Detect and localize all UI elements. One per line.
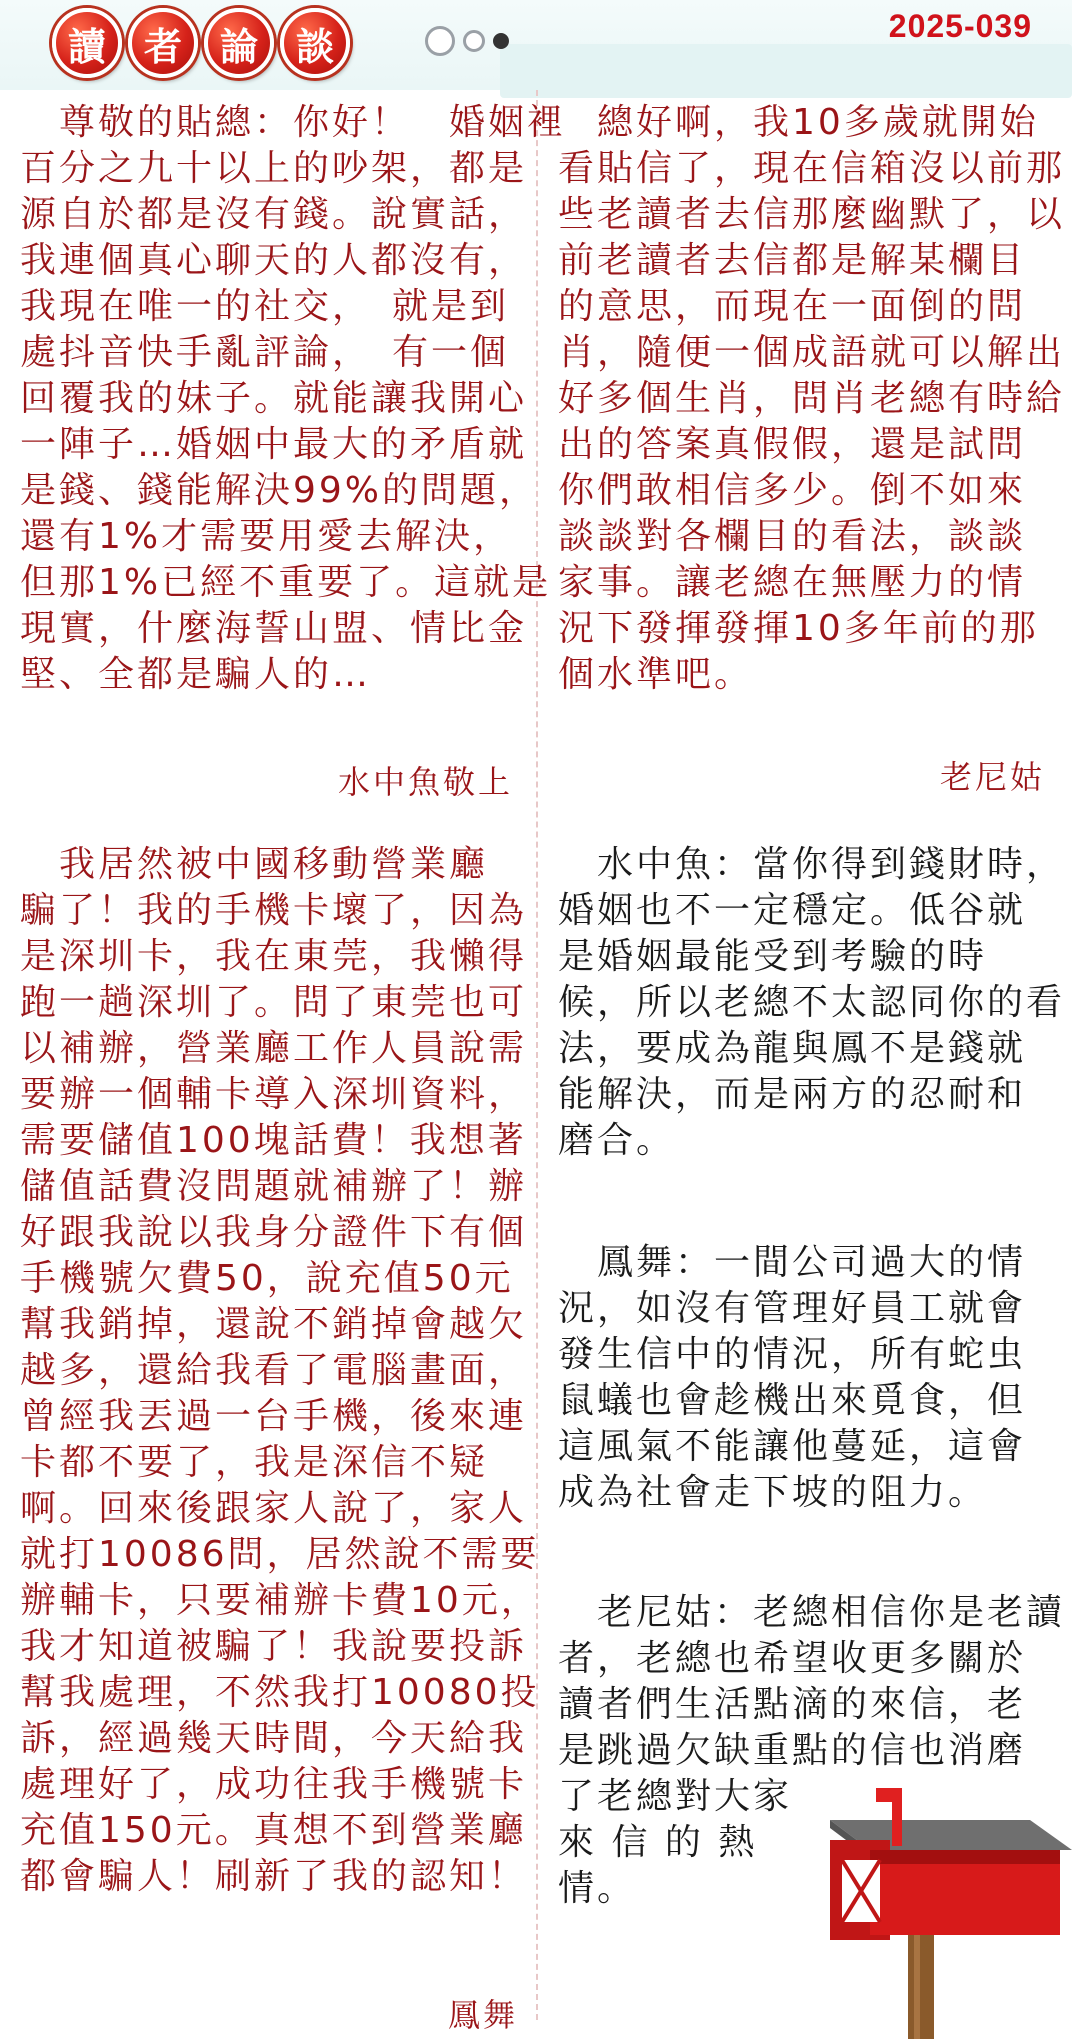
column-title: [52, 8, 350, 78]
dot-large: [425, 26, 455, 56]
dot-medium: [463, 30, 485, 52]
letter-first-body: 尊敬的貼總：你好！ 婚姻裡 百分之九十以上的吵架，都是 源自於都是沒有錢。說實話， 我連個真心聊天的人都沒有， 我現在唯一的社交， 就是到 處抖音快手亂評論， 有一個 回覆我的妹子。就能讓我開心 一陣子…婚姻中最大的矛盾就 是錢、錢能解決99%的問題， 還有1%才需要用愛去解決， 但那1%已經不重要了。這就是 現實，什麼海誓山盟、情比金 堅、全都是騙人的…: [20, 102, 567, 695]
reply-to-second: 鳳舞：一間公司過大的情 況，如沒有管理好員工就會 發生信中的情況，所有蛇虫 鼠蟻也會趁機出來覓食，但 這風氣不能讓他蔓延，這會 成為社會走下坡的阻力。: [558, 1242, 1027, 1513]
letter-third-body: 總好啊，我10多歲就開始 看貼信了，現在信箱沒以前那 些老讀者去信那麼幽默了，以 前老讀者去信都是解某欄目 的意思，而現在一面倒的問 肖，隨便一個成語就可以解出 好多個生肖，問肖老總有時給 出的答案真假假，還是試問 你們敢相信多少。倒不如來 談談對各欄目的看法，談談 家事。讓老總在無壓力的情 況下發揮發揮10多年前的那 個水準吧。: [558, 102, 1066, 695]
letter-second-signature: 鳳舞: [448, 1996, 519, 2034]
letter-first-signature: 水中魚敬上: [338, 763, 514, 801]
dot-small: [493, 33, 509, 49]
title-char-badge: 談: [280, 8, 350, 78]
letter-second-body: 我居然被中國移動營業廳 騙了！我的手機卡壞了，因為 是深圳卡，我在東莞，我懶得 跑一趟深圳了。問了東莞也可 以補辦，營業廳工作人員說需 要辦一個輔卡導入深圳資料， 需要儲值100塊話費！我想著 儲值話費沒問題就補辦了！辦 好跟我說以我身分證件下有個 手機號欠費50，說充值50元 幫我銷掉，還說不銷掉會越欠 越多，還給我看了電腦畫面， 曾經我丟過一台手機，後來連 卡都不要了，我是深信不疑 啊。回來後跟家人說了，家人 就打10086問，居然說不需要 辦輔卡，只要補辦卡費10元， 我才知道被騙了！我說要投訴 幫我處理，不然我打10080投 訴，經過幾天時間，今天給我 處理好了，成功往我手機號卡 充值150元。真想不到營業廳 都會騙人！刷新了我的認知！: [20, 844, 540, 1897]
title-char-badge: 者: [128, 8, 198, 78]
reply-to-first: 水中魚：當你得到錢財時， 婚姻也不一定穩定。低谷就 是婚姻最能受到考驗的時 候，所以老總不太認同你的看 法，要成為龍與鳳不是錢就 能解決，而是兩方的忍耐和 磨合。: [558, 844, 1066, 1161]
title-char-badge: 論: [204, 8, 274, 78]
header-wash: [500, 44, 1072, 98]
reply-to-third: 老尼姑：老總相信你是老讀 者，老總也希望收更多關於 讀者們生活點滴的來信，老 是跳過欠缺重點的信也消磨 了老總對大家 來 信 的 熱 情。: [558, 1592, 1066, 1909]
letter-third-signature: 老尼姑: [940, 758, 1046, 796]
issue-number: 2025-039: [888, 8, 1032, 44]
decorative-dots: [425, 26, 509, 56]
mailbox-icon: [790, 1780, 1072, 2039]
title-char-badge: 讀: [52, 8, 122, 78]
